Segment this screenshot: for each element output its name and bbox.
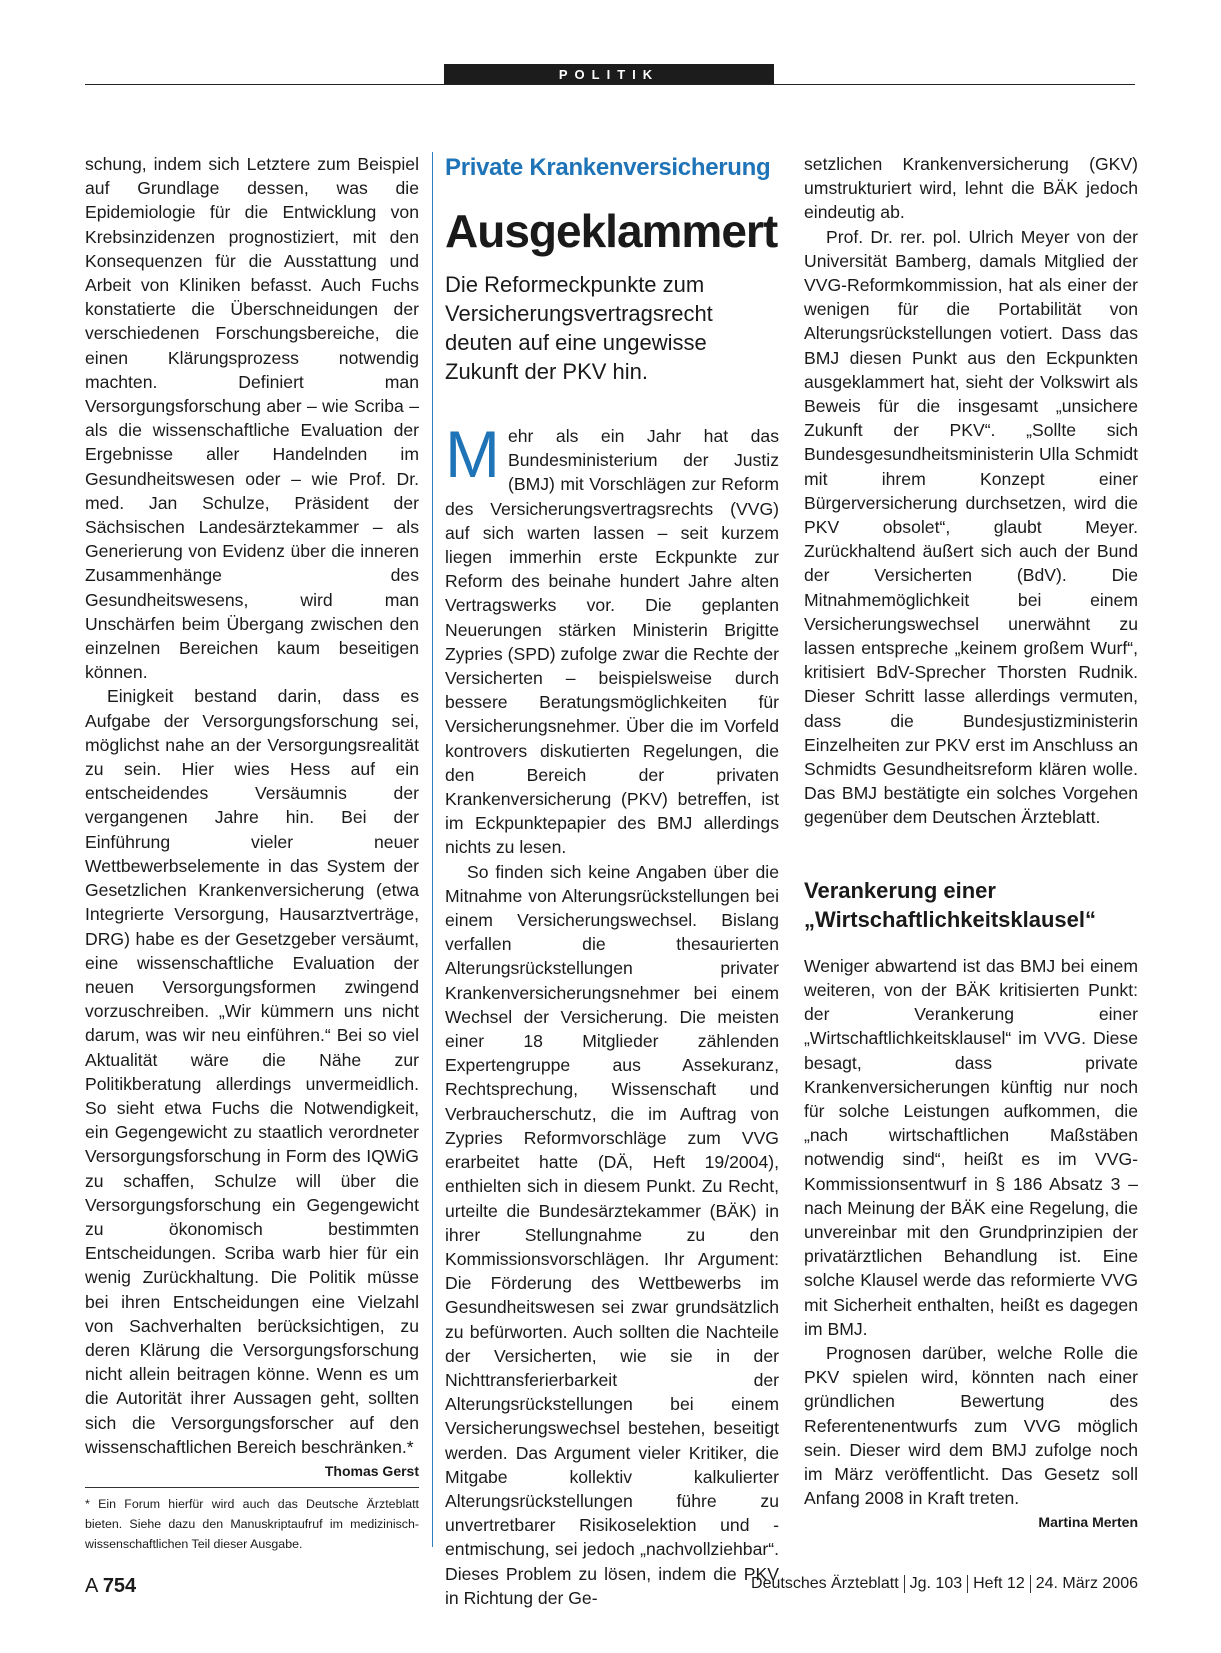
- column-right: [804, 152, 1138, 1535]
- paragraph-text: ehr als ein Jahr hat das Bundesministerium der Justiz (BMJ) mit Vorschlägen zur Reform des Versicherungsvertragsrechts (VVG) auf sich warten lassen – seit kurzem liegen immerhin erste Eckpunkte zur Reform des beinahe hundert Jahre alten Vertragswerks vor. Die geplanten Neuerungen stärken Ministerin Brigitte Zypries (SPD) zufolge zwar die Rechte der Versicherten – beispielsweise durch bessere Beratungsmöglichkeiten für Versicherungsnehmer. Über die im Vorfeld kontrovers diskutierten Regelungen, die den Bereich der privaten Krankenversicherung (PKV) betreffen, ist im Eckpunktepapier des BMJ allerdings nichts zu lesen.: [445, 426, 779, 858]
- drop-cap: M: [445, 417, 500, 491]
- paragraph: [85, 684, 419, 1479]
- header-section-label: POLITIK: [444, 64, 774, 85]
- journal-info: [751, 1575, 1138, 1593]
- paragraph: [445, 417, 779, 860]
- paragraph-text: Prognosen darüber, welche Rolle die PKV spielen wird, könnten nach einer gründlichen Bewertung des Referentenentwurfs zum VVG möglich sein. Dieser wird dem BMJ zufolge noch im März veröffentlicht. Das Gesetz soll Anfang 2008 in Kraft treten.: [804, 1342, 1138, 1509]
- separator: [904, 1575, 905, 1593]
- separator: [1030, 1575, 1031, 1593]
- paragraph: setzlichen Krankenversicherung (GKV) umstrukturiert wird, lehnt die BÄK jedoch eindeutig ab.: [804, 154, 1138, 223]
- page-prefix: A: [85, 1575, 98, 1597]
- column-left: [85, 152, 419, 1483]
- paragraph: schung, indem sich Letztere zum Beispiel auf Grundlage dessen, was die Epidemiologie für die Entwicklung von Krebsinzidenzen prognostiziert, mit den Konsequenzen für die Ausstattung und Arbeit von Kliniken befasst. Auch Fuchs konstatierte die Überschneidungen der verschiedenen Forschungsbereiche, die einen Klärungsprozess notwendig machten. Definiert man Versorgungsforschung aber – wie Scriba – als die wissenschaftliche Evaluation der Ergebnisse aller Handelnden im Gesundheitswesen oder – wie Prof. Dr. med. Jan Schulze, Präsident der Sächsischen Landesärztekammer – als Generierung von Evidenz über die inneren Zusammenhänge des Gesundheitswesens, wird man Unschärfen beim Übergang zwischen den einzelnen Bereichen kaum beseitigen können.: [85, 154, 419, 683]
- article-kicker: Private Krankenversicherung: [445, 154, 771, 181]
- section-subhead: Verankerung einer „Wirtschaftlichkeitsklausel“: [804, 877, 1097, 932]
- journal-name: Deutsches Ärzteblatt: [751, 1575, 899, 1593]
- paragraph: Prof. Dr. rer. pol. Ulrich Meyer von der Universität Bamberg, damals Mitglied der VVG-Reformkommission, hat als einer der wenigen für die Portabilität von Alterungsrückstellungen votiert. Dass das BMJ diesen Punkt aus den Eckpunkten ausgeklammert hat, sieht der Volkswirt als Beweis für die insgesamt „unsichere Zukunft der PKV“. „Sollte sich Bundesgesundheitsministerin Ulla Schmidt mit ihrem Konzept einer Bürgerversicherung durchsetzen, wird die PKV obsolet“, glaubt Meyer. Zurückhaltend äußert sich auch der Bund der Versicherten (BdV). Die Mitnahmemöglichkeit bei einem Versicherungswechsel unerwähnt zu lassen entspreche „keinem großem Wurf“, kritisiert BdV-Sprecher Thorsten Rudnik. Dieser Schritt lasse allerdings vermuten, dass die Bundesjustizministerin Einzelheiten zur PKV erst im Anschluss an Schmidts Gesundheitsreform klären wolle. Das BMJ bestätigte ein solches Vorgehen gegenüber dem Deutschen Ärzteblatt.: [804, 226, 1138, 828]
- article-headline: Ausgeklammert: [445, 205, 778, 257]
- separator: [967, 1575, 968, 1593]
- page-number-value: 754: [102, 1575, 137, 1597]
- paragraph: [804, 1341, 1138, 1531]
- article-lead: Die Reformeckpunkte zum Versicherungsvertragsrecht deuten auf eine ungewisse Zukunft der PKV hin.: [445, 272, 713, 384]
- paragraph-text: Einigkeit bestand darin, dass es Aufgabe der Versorgungsforschung sei, möglichst nahe an der Versorgungsrealität zu sein. Hier wies Hess auf ein entscheidendes Versäumnis der vergangenen Jahre hin. Bei der Einführung vieler neuer Wettbewerbselemente in das System der Gesetzlichen Krankenversicherung (etwa Integrierte Versorgung, Hausarztverträge, DRG) habe es der Gesetzgeber versäumt, eine wissenschaftliche Evaluation der neuen Versorgungsformen zwingend vorzuschreiben. „Wir kümmern uns nicht darum, was wir neu einführen.“ Bei so viel Aktualität wäre die Nähe zur Politikberatung allerdings unvermeidlich. So sieht etwa Fuchs die Notwendigkeit, ein Gegengewicht zu staatlich verordneter Versorgungsforschung in Form des IQWiG zu schaffen, Schulze will über die Versorgungsforschung ein Gegengewicht zu ökonomisch bestimmten Entscheidungen. Scriba warb hier für ein wenig Zurückhaltung. Die Politik müsse bei ihren Entscheidungen eine Vielzahl von Sachverhalten berücksichtigen, zu deren Klärung die Versorgungsforschung nicht allein beitragen könne. Wenn es um die Autorität ihrer Aussagen geht, sollten sich die Versorgungsforscher auf den wissenschaftlichen Bereich beschränken.*: [85, 686, 419, 1457]
- paragraph: So finden sich keine Angaben über die Mitnahme von Alterungsrückstellungen bei einem Versicherungswechsel. Bislang verfallen die thesaurierten Alterungsrückstellungen privater Krankenversicherungsnehmer bei einem Wechsel der Versicherung. Die meisten einer 18 Mitglieder zählenden Expertengruppe aus Assekuranz, Rechtsprechung, Wissenschaft und Verbraucherschutz, die im Auftrag von Zypries Reformvorschläge zum VVG erarbeitet hatte (DÄ, Heft 19/2004), enthielten sich in diesem Punkt. Zu Recht, urteilte die Bundesärztekammer (BÄK) in ihrer Stellungnahme zu den Kommissionsvorschlägen. Ihr Argument: Die Förderung des Wettbewerbs im Gesundheitswesen sei zwar grundsätzlich zu befürworten. Auch sollten die Nachteile der Versicherten, wie sie in der Nichttransferierbarkeit der Alterungsrückstellungen bei einem Versicherungswechsel bestehen, beseitigt werden. Das Argument vieler Kritiker, die Mitgabe kollektiv kalkulierter Alterungsrückstellungen führe zu unvertretbarer Risikoselektion und -entmischung, sei jedoch „nachvollziehbar“. Dieses Problem zu lösen, indem die PKV in Richtung der Ge-: [445, 861, 779, 1608]
- author-byline: Thomas Gerst: [324, 1462, 419, 1479]
- header-rule: [85, 84, 1135, 85]
- journal-issue: Heft 12: [973, 1575, 1025, 1593]
- column-divider: [432, 152, 433, 1547]
- paragraph: Weniger abwartend ist das BMJ bei einem weiteren, von der BÄK kritisierten Punkt: der Verankerung einer „Wirtschaftlichkeitsklausel“ im VVG. Diese besagt, dass private Krankenversicherungen künftig nur noch für solche Leistungen aufkommen, die „nach wirtschaftlichen Maßstäben notwendig sind“, heißt es im VVG-Kommissionsentwurf in § 186 Absatz 3 – nach Meinung der BÄK eine Regelung, die unvereinbar mit den Grundprinzipien der privatärztlichen Behandlung ist. Eine solche Klausel werde das reformierte VVG mit Sicherheit enthalten, heißt es dagegen im BMJ.: [804, 955, 1138, 1339]
- journal-volume: Jg. 103: [909, 1575, 963, 1593]
- author-byline: Martina Merten: [1038, 1514, 1138, 1531]
- footnote: * Ein Forum hierfür wird auch das Deutsche Ärzteblatt bieten. Siehe dazu den Manuskriptaufruf im medizinisch-wissenschaftlichen Teil dieser Ausgabe.: [85, 1497, 419, 1551]
- column-middle: [445, 152, 779, 1610]
- page-number: [85, 1575, 136, 1598]
- footnote-rule: [85, 1487, 419, 1488]
- journal-date: 24. März 2006: [1035, 1575, 1138, 1593]
